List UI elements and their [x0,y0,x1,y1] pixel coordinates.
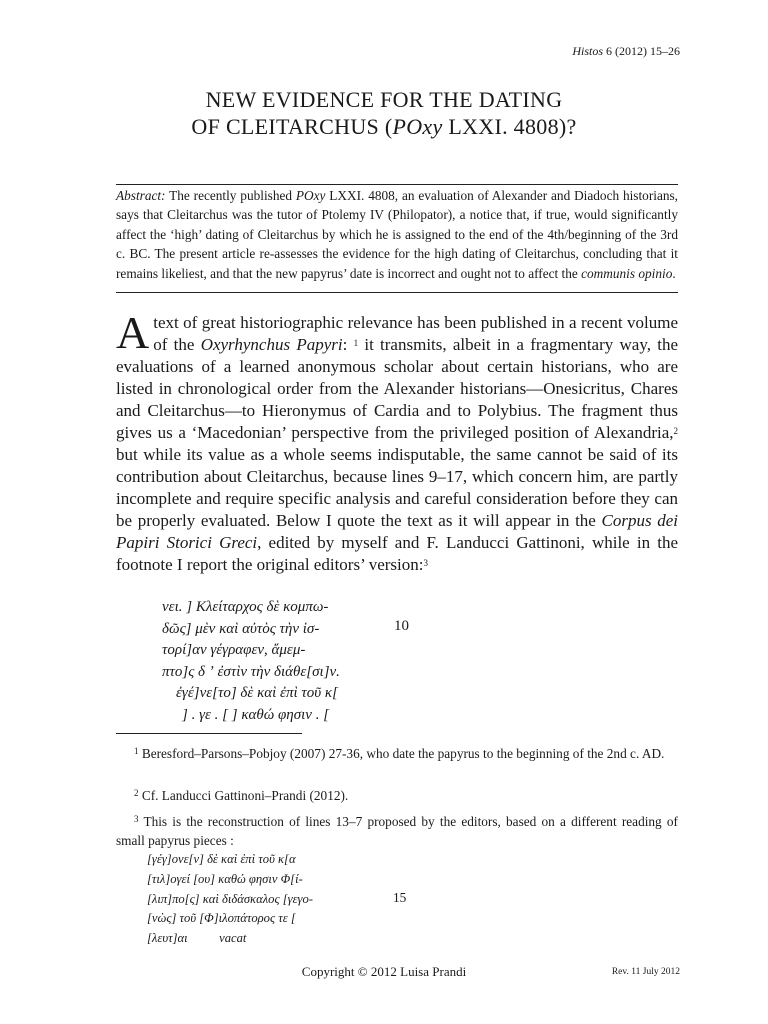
footnote-greek-line: [λιπ]πο[ς] καὶ διδάσκαλος [γεγο- [147,891,314,906]
footnote-2-number: 2 [134,788,139,798]
footnote-greek-line: [τιλ]ογεί [ου] καθώ φησιν Φ[ί- [147,871,303,886]
footnote-greek-line: [γέγ]ονε[ν] δὲ καὶ ἐπὶ τοῦ κ[α [147,852,296,866]
greek-line: ] . γε . [ ] καθώ φησιν . [ [182,706,330,723]
journal-citation [572,44,680,59]
footnote-ref-3[interactable]: 3 [423,558,428,568]
footnote-3: $^3$ This is the reconstruction of lines 13–7 proposed by the editors, based on a different reading of small papyrus pieces : [116,814,678,849]
footnote-1-number: 1 [134,746,139,756]
body-paragraph: A text of great historiographic relevance has been published in a recent volume of the Oxyrhynchus Papyri: $^1$ it transmits, albeit in a fragmentary way, the evaluations of a learned anonymous scholar about certain historians, who are listed in chronological order from the Alexander historians—Onesicritus, Chares and Cleitarchus—to Hieronymus of Cardia and to Polybius. The fragment thus gives us a ‘Macedonian’ perspective from the privileged position of Alexandria,$^2$ but while its value as a whole seems indisputable, the same cannot be said of its contribution about Cleitarchus, because lines 9–17, which concern him, are partly incomplete and require specific analysis and careful consideration before they can be properly evaluated. Below I quote the text as it will appear in the Corpus dei Papiri Storici Greci, edited by myself and F. Landucci Gattinoni, while in the footnote I report the original editors’ version:$^3$ [116,307,679,574]
abstract-label: Abstract: [116,188,166,203]
footnote-greek-line-number: 15 [393,890,407,905]
footnote-ref-2[interactable]: 2 [673,426,678,436]
abstract-bottom-rule [116,292,678,293]
abstract-top-rule [116,184,678,185]
greek-line: ἐγέ]νε[το] δὲ καὶ ἐπὶ τοῦ κ[ [176,685,338,702]
footnote-rule [116,733,302,734]
copyright: Copyright © 2012 Luisa Prandi [301,964,467,979]
footnote-greek-line: [νὼς] τοῦ [Φ]ιλοπάτορος τε [ [147,911,296,926]
title-line-2: OF CLEITARCHUS (POxy LXXI. 4808)? [191,114,577,139]
journal-volume-pages: 6 (2012) 15–26 [606,44,680,58]
greek-line: νει. ] Κλείταρχος δὲ κομπω- [162,599,329,615]
greek-quotation [162,597,522,727]
greek-line-number: 10 [394,618,409,634]
drop-cap: A [116,307,150,358]
revision-date: Rev. 11 July 2012 [611,967,680,977]
footnote-1: $^1$ Beresford–Parsons–Pobjoy (2007) 27-36, who date the papyrus to the beginning of the 2nd c. AD. [134,746,665,761]
footnote-greek-line: [λευτ]αι vacat [147,931,247,946]
footnote-3-number: 3 [134,814,139,824]
greek-line: δῶς] μὲν καὶ αὐτὸς τὴν ἱσ- [162,620,320,637]
title-line-1: NEW EVIDENCE FOR THE DATING [205,87,563,112]
abstract: Abstract: The recently published POxy LXXI. 4808, an evaluation of Alexander and Diadoch historians, says that Cleitarchus was the tutor of Ptolemy IV (Philopator), a notice that, if true, would significantly affect the ‘high’ dating of Cleitarchus by which he is assigned to the end of the 4th/beginning of the 3rd c. BC. The present article re-assesses the evidence for the high dating of Cleitarchus, concluding that it remains likeliest, and that the new papyrus’ date is incorrect and ought not to affect the communis opinio. [116,188,678,281]
article-title [0,86,768,140]
footnote-2: $^2$ Cf. Landucci Gattinoni–Prandi (2012). [134,788,349,803]
footnote-ref-1[interactable]: 1 [353,338,359,348]
journal-name: Histos [572,44,603,58]
greek-line: πτο]ς δ ʼ ἐστὶν τὴν διάθε[σι]ν. [162,663,340,680]
greek-line: τορί]αν γέγραφεν, ἄμεμ- [162,642,306,659]
